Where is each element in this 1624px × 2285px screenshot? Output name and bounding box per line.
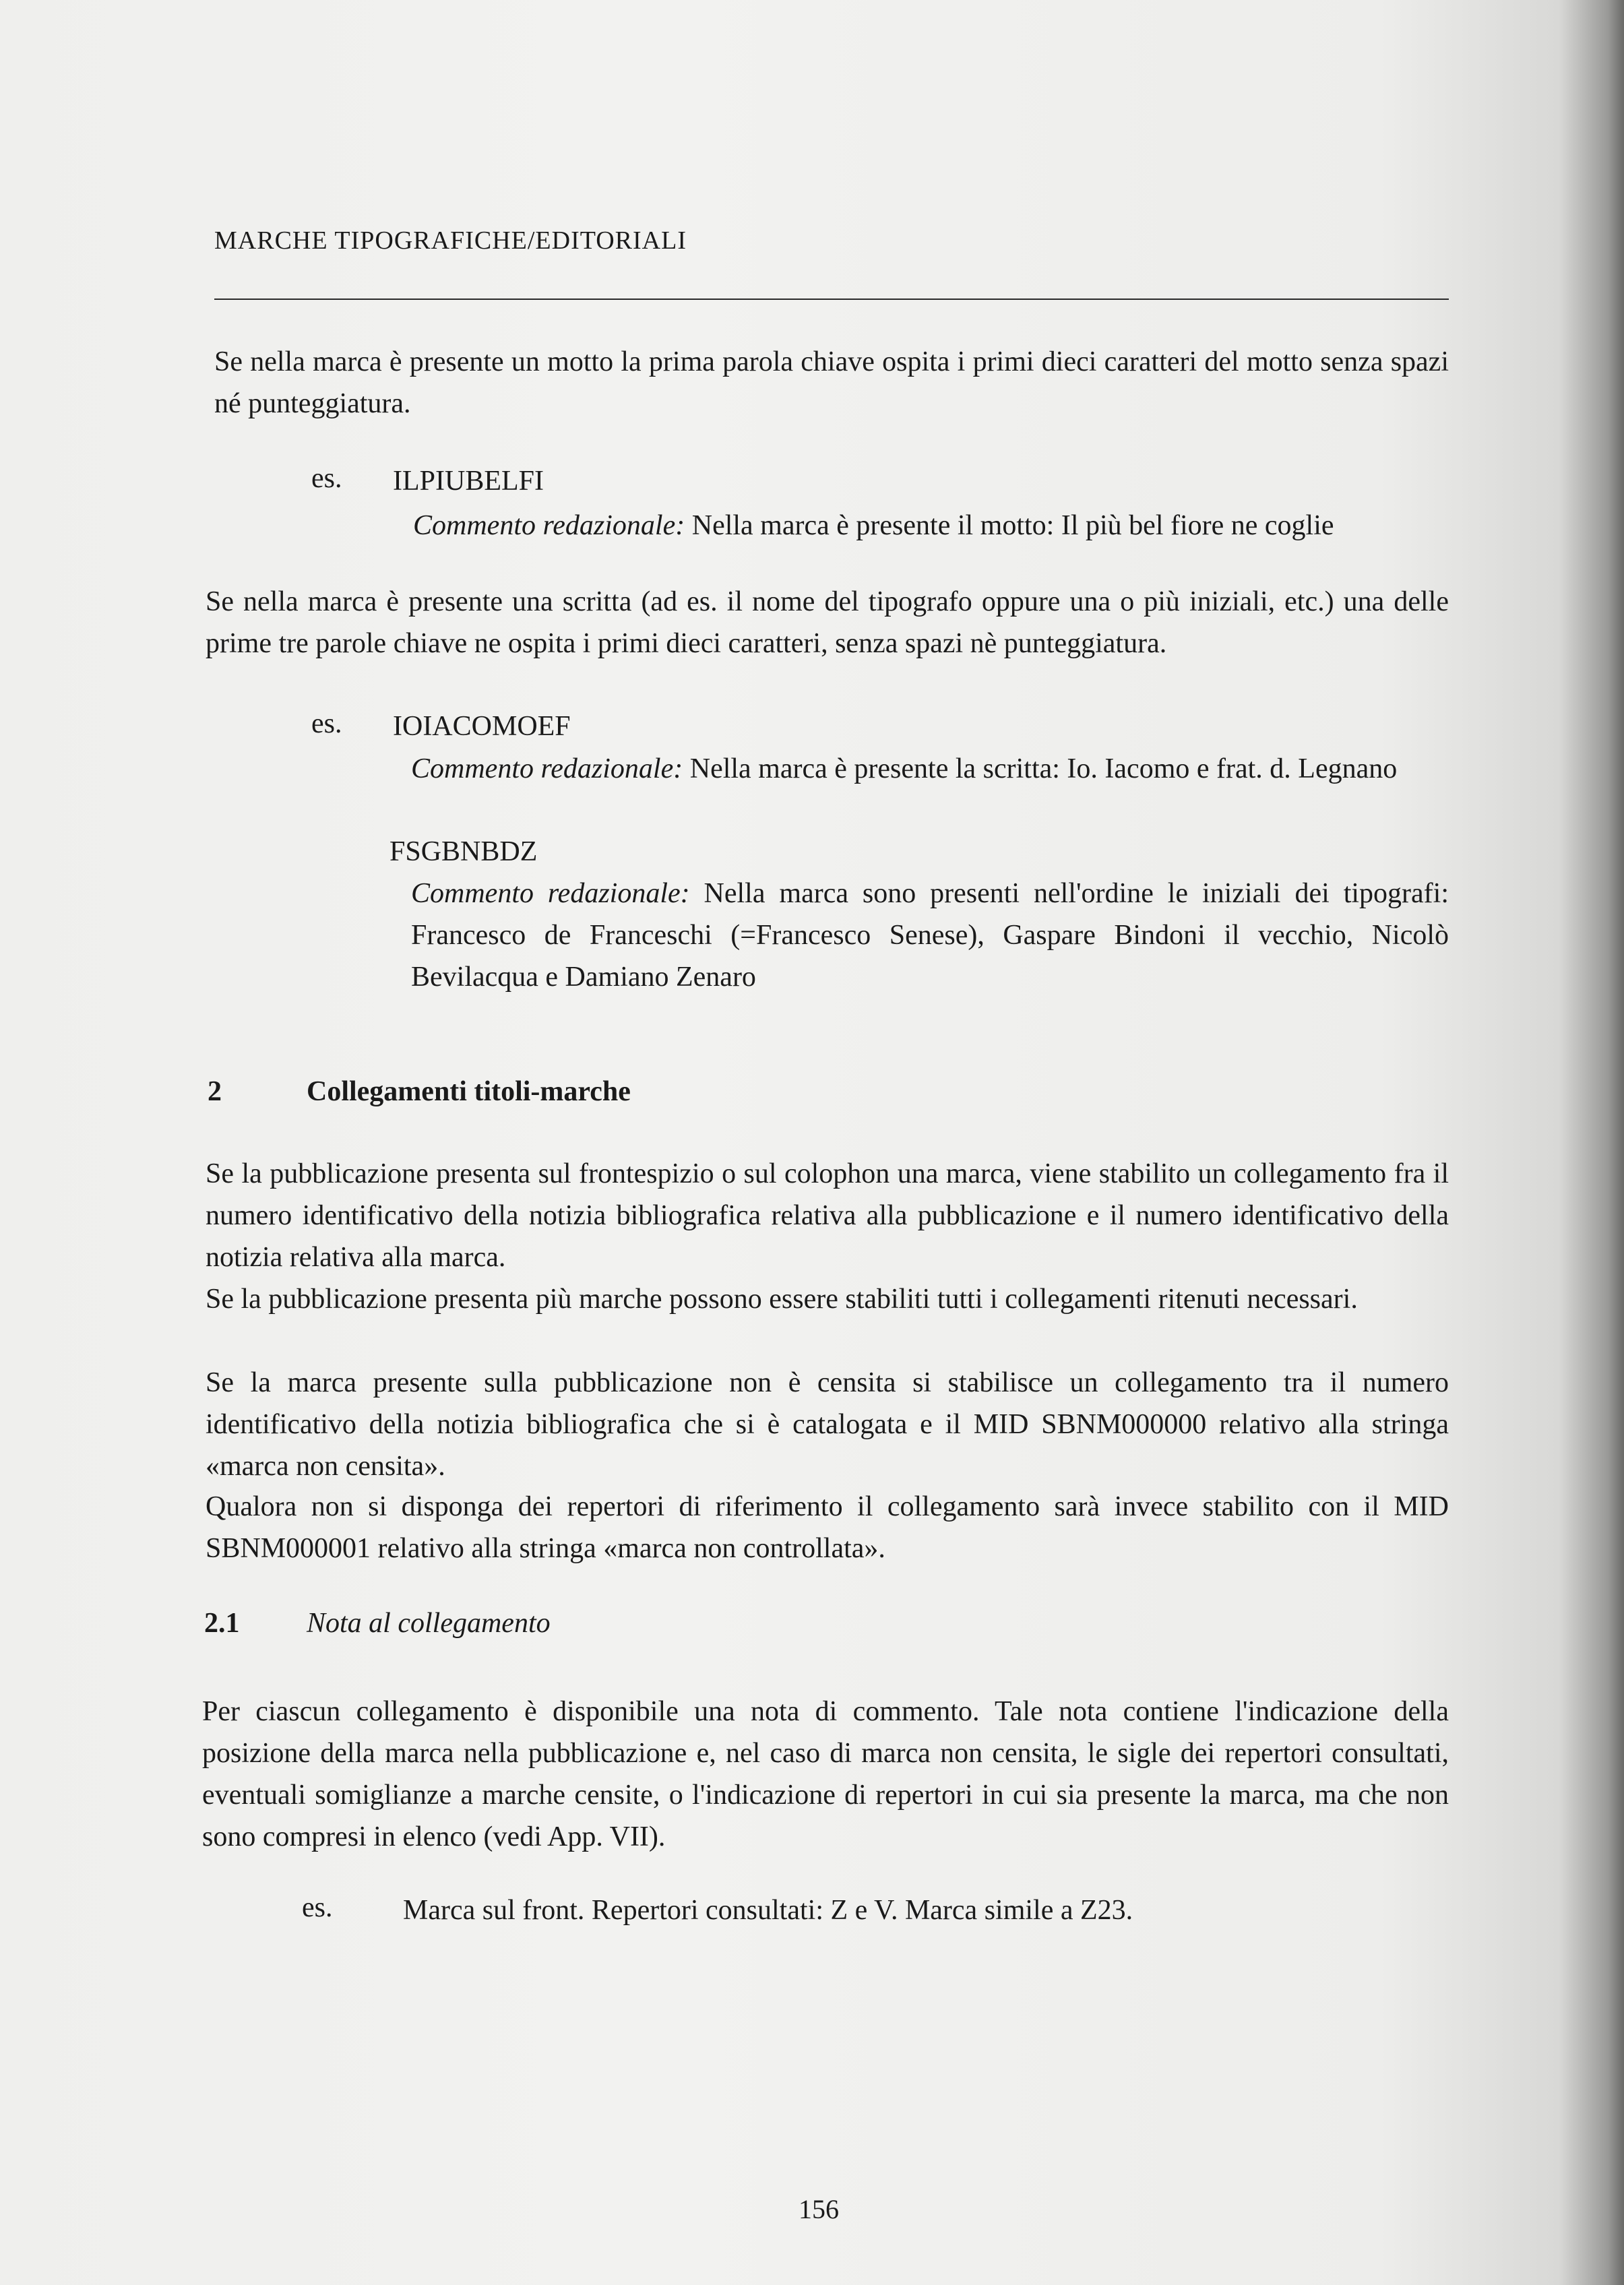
- comment-text: Nella marca sono presenti nell'ordine le iniziali dei tipografi: Francesco de Franceschi (=Francesco Senese), Gaspare Bindoni il vecchio, Nicolò Bevilacqua e Damiano Zenaro: [411, 878, 1449, 993]
- comment-text: Nella marca è presente il motto: Il più bel fiore ne coglie: [685, 510, 1334, 541]
- subsection-title: Nota al collegamento: [307, 1608, 551, 1639]
- paragraph: Se la pubblicazione presenta più marche possono essere stabiliti tutti i collegamenti ritenuti necessari.: [206, 1284, 1358, 1315]
- paragraph: Qualora non si disponga dei repertori di riferimento il collegamento sarà invece stabilito con il MID SBNM000001 relativo alla stringa «marca non controllata».: [206, 1491, 1449, 1564]
- paragraph-motto: Se nella marca è presente un motto la prima parola chiave ospita i primi dieci caratteri del motto senza spazi né punteggiatura.: [214, 346, 1449, 419]
- page-number: 156: [799, 2194, 839, 2224]
- comment-label: Commento redazionale:: [413, 510, 685, 541]
- paragraph: Se la marca presente sulla pubblicazione non è censita si stabilisce un collegamento tra il numero identificativo della notizia bibliografica che si è catalogata e il MID SBNM000000 relativo alla stringa «marca non censita».: [206, 1367, 1449, 1482]
- comment-label: Commento redazionale:: [411, 753, 683, 784]
- example-comment: [411, 748, 1449, 790]
- example-key: FSGBNBDZ: [389, 836, 538, 867]
- example-text: Marca sul front. Repertori consultati: Z e V. Marca simile a Z23.: [403, 1895, 1133, 1926]
- paragraph: Se la pubblicazione presenta sul frontespizio o sul colophon una marca, viene stabilito un collegamento fra il numero identificativo della notizia bibliografica relativa alla pubblicazione e il numero identificativo della notizia relativa alla marca.: [206, 1158, 1449, 1273]
- subsection-number: 2.1: [204, 1608, 240, 1639]
- comment-text: Nella marca è presente la scritta: Io. Iacomo e frat. d. Legnano: [683, 753, 1398, 784]
- example-key: IOIACOMOEF: [393, 711, 571, 742]
- paragraph-scritta: Se nella marca è presente una scritta (ad es. il nome del tipografo oppure una o più iniziali, etc.) una delle prime tre parole chiave ne ospita i primi dieci caratteri, senza spazi nè punteggiatura.: [206, 586, 1449, 659]
- example-comment: [411, 873, 1449, 998]
- section-number: 2: [208, 1076, 222, 1107]
- paragraph: Per ciascun collegamento è disponibile una nota di commento. Tale nota contiene l'indicazione della posizione della marca nella pubblicazione e, nel caso di marca non censita, le sigle dei repertori consultati, eventuali somiglianze a marche censite, o l'indicazione di repertori in cui sia presente la marca, ma che non sono compresi in elenco (vedi App. VII).: [202, 1696, 1449, 1852]
- example-label: es.: [311, 708, 342, 739]
- section-title: Collegamenti titoli-marche: [307, 1076, 631, 1107]
- example-key: ILPIUBELFI: [393, 466, 544, 497]
- comment-label: Commento redazionale:: [411, 878, 690, 909]
- example-label: es.: [311, 463, 342, 494]
- example-comment: [413, 505, 1449, 546]
- example-label: es.: [302, 1892, 333, 1923]
- running-header: MARCHE TIPOGRAFICHE/EDITORIALI: [214, 226, 687, 255]
- header-rule: [214, 299, 1449, 300]
